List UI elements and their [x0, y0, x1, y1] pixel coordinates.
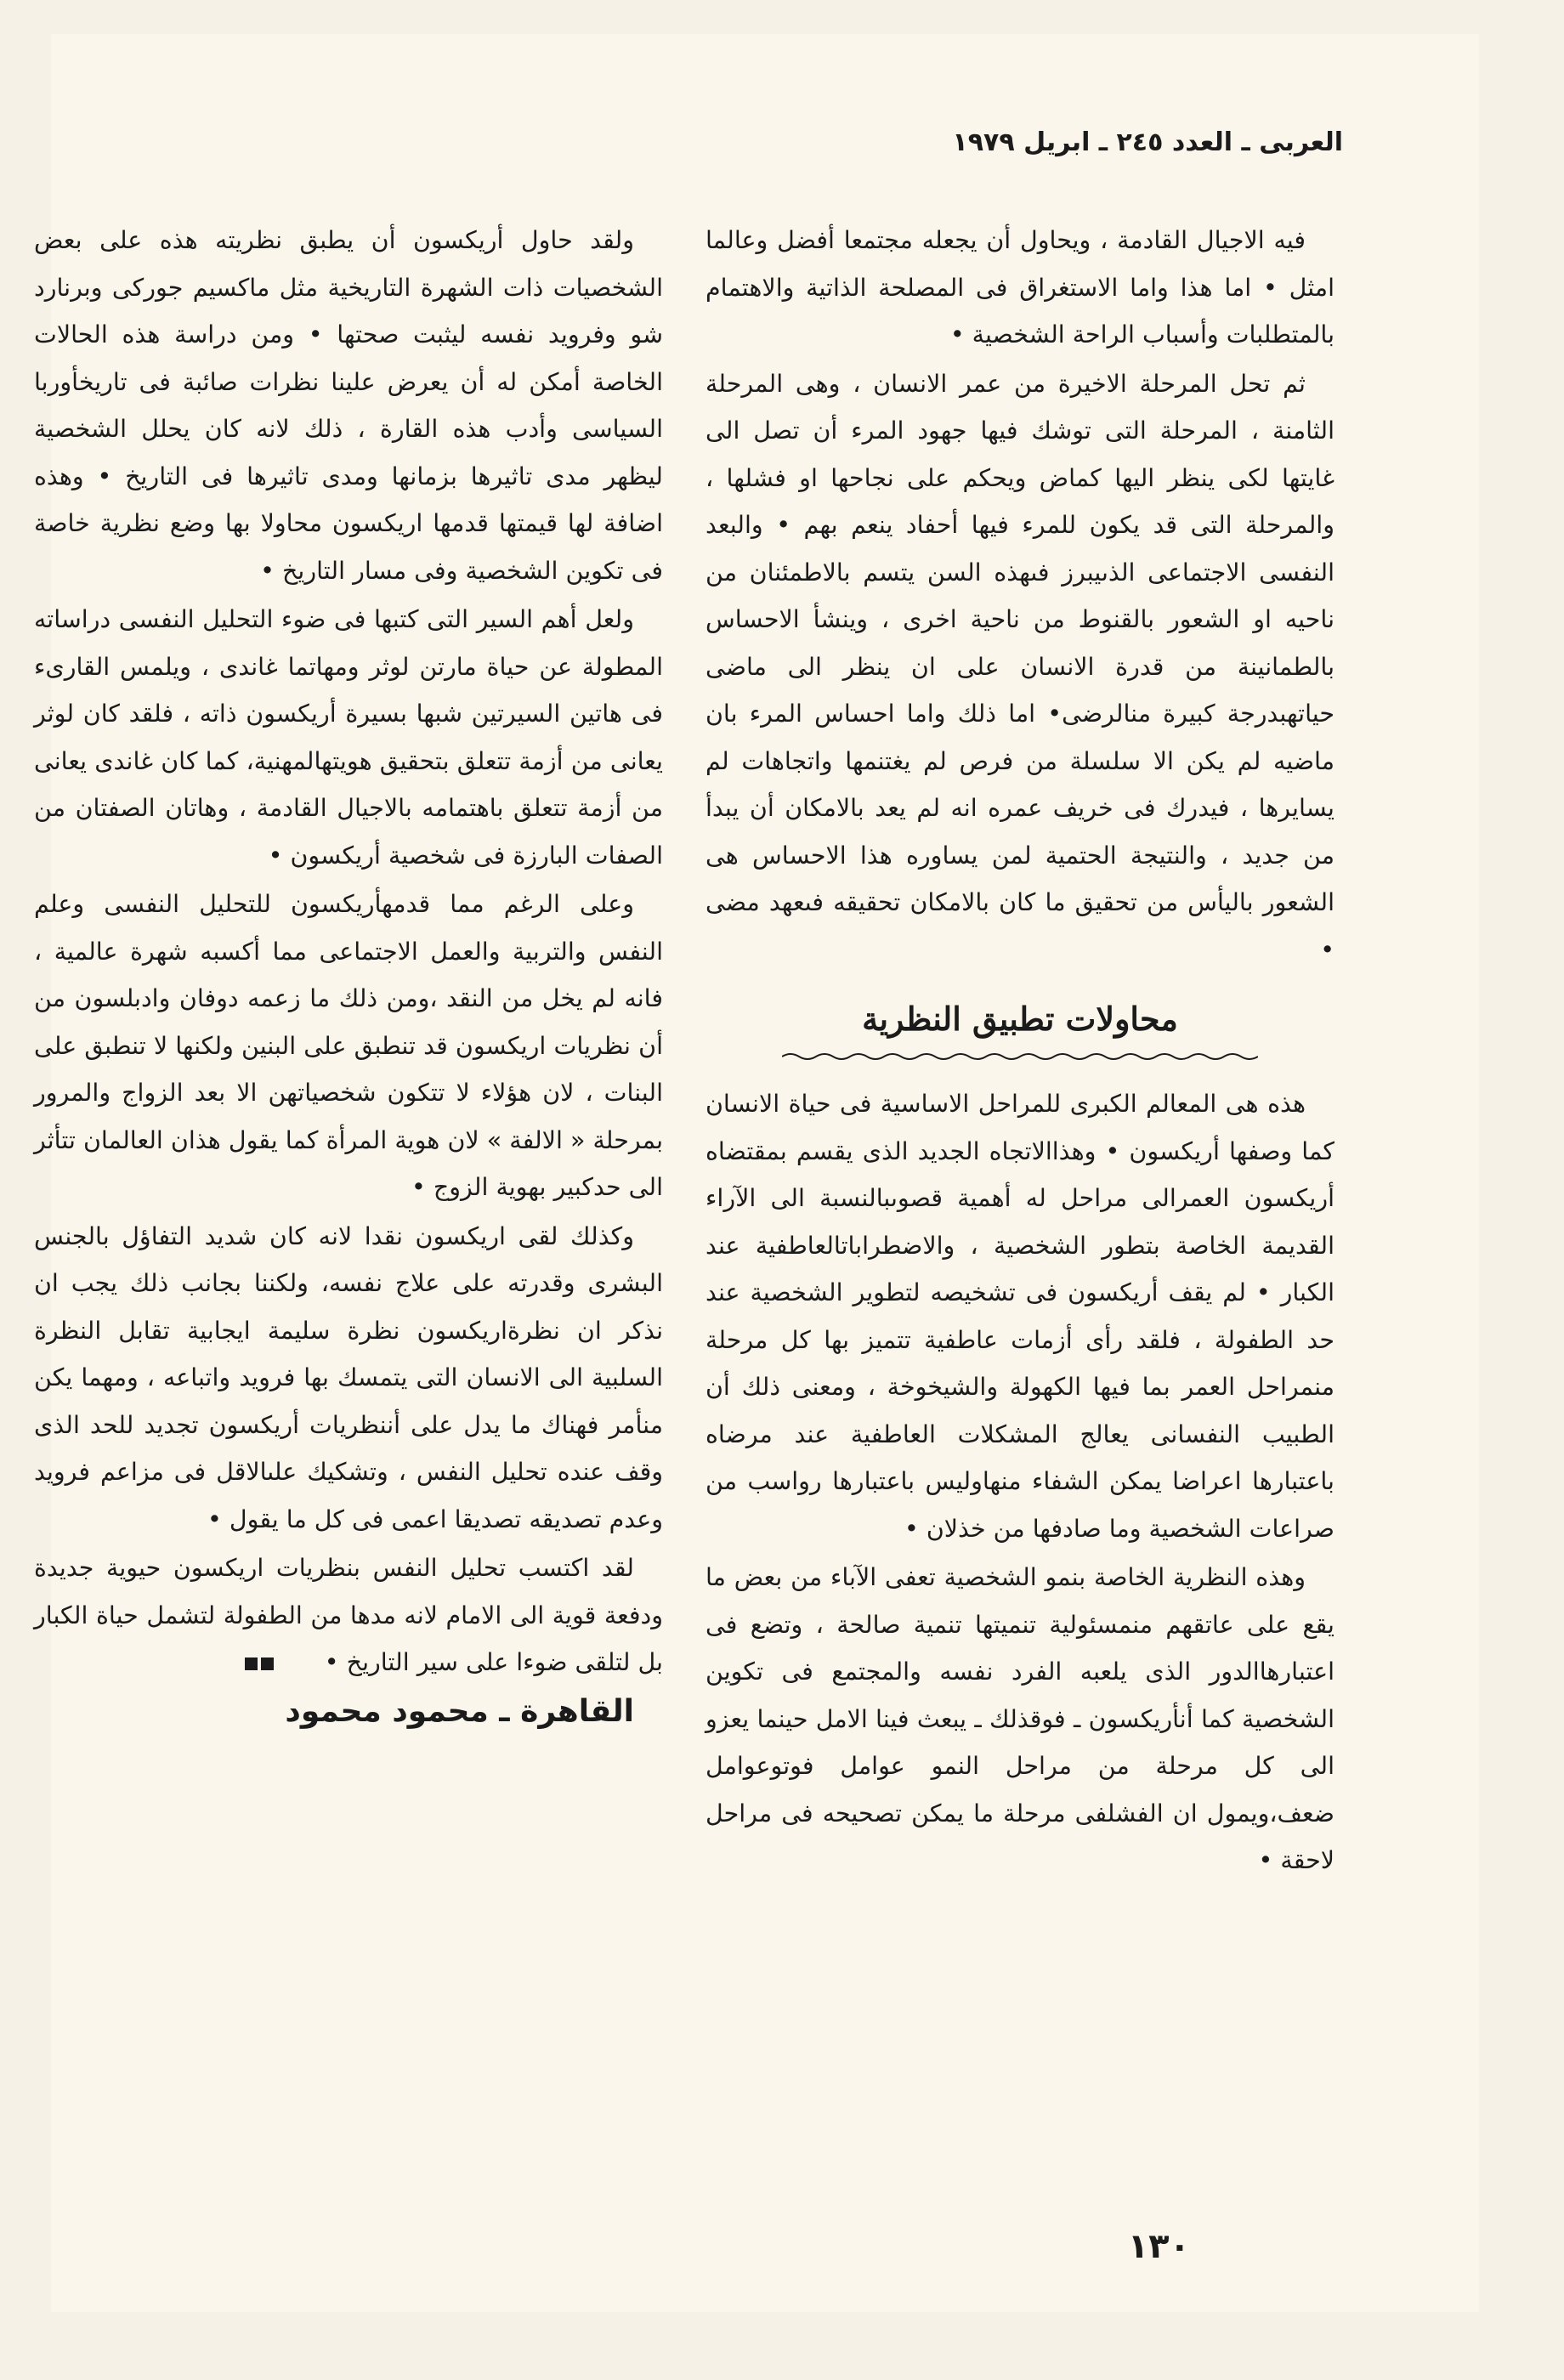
paragraph: ولقد حاول أريكسون أن يطبق نظريته هذه على بعض الشخصيات ذات الشهرة التاريخية مثل ماكسيم جوركى وبرنارد شو وفرويد نفسه ليثبت صحتها • ومن دراسة هذه الحالات الخاصة أمكن له أن يعرض علينا نظرات صائبة فى تاريخأوربا السياسى وأدب هذه القارة ، ذلك لانه كان يحلل الشخصية ليظهر مدى تاثيرها بزمانها ومدى تاثيرها فى التاريخ • وهذه اضافة لها قيمتها قدمها اريكسون محاولا بها وضع نظرية خاصة فى تكوين الشخصية وفى مسار التاريخ • [34, 226, 663, 585]
paragraph-text: لقد اكتسب تحليل النفس بنظريات اريكسون حيوية جديدة ودفعة قوية الى الامام لانه مدها من الطفولة لتشمل حياة الكبار بل لتلقى ضوءا على سير التاريخ • [34, 1554, 663, 1676]
paragraph: وكذلك لقى اريكسون نقدا لانه كان شديد التفاؤل بالجنس البشرى وقدرته على علاج نفسه، ولكننا بجانب ذلك يجب ان نذكر ان نظرةاريكسون نظرة سليمة ايجابية تقابل النظرة السلبية الى الانسان التى يتمسك بها فرويد واتباعه ، ومهما يكن منأمر فهناك ما يدل على أننظريات أريكسون تجديد للحد الذى وقف عنده تحليل النفس ، وتشكيك علىالاقل فى مزاعم فرويد وعدم تصديقه تصديقا اعمى فى كل ما يقول • [34, 1221, 663, 1533]
right-column [706, 217, 1334, 1886]
square-icon [261, 1658, 274, 1670]
paragraph: فيه الاجيال القادمة ، ويحاول أن يجعله مجتمعا أفضل وعالما امثل • اما هذا واما الاستغراق فى المصلحة الذاتية والاهتمام بالمتطلبات وأسباب الراحة الشخصية • [706, 226, 1334, 348]
paragraph: وعلى الرغم مما قدمهأريكسون للتحليل النفسى وعلم النفس والتربية والعمل الاجتماعى مما أكسبه شهرة عالمية ، فانه لم يخل من النقد ،ومن ذلك ما زعمه دوفان وادبلسون من أن نظريات اريكسون قد تنطبق على البنين ولكنها لا تنطبق على البنات ، لان هؤلاء لا تتكون شخصياتهن الا بعد الزواج والمرور بمرحلة « الالفة » لان هوية المرأة كما يقول هذان العالمان تتأثر الى حدكبير بهوية الزوج • [34, 890, 663, 1201]
magazine-page [34, 34, 1479, 2312]
running-header: العربى ـ العدد ٢٤٥ ـ ابريل ١٩٧٩ [952, 128, 1343, 157]
paragraph: وهذه النظرية الخاصة بنمو الشخصية تعفى الآباء من بعض ما يقع على عاتقهم منمسئولية تنميتها تنمية صالحة ، وتضع فى اعتبارهاالدور الذى يلعبه الفرد نفسه والمجتمع فى تكوين الشخصية كما أنأريكسون ـ فوقذلك ـ يبعث فينا الامل حينما يعزو الى كل مرحلة من مراحل النمو عوامل فوتوعوامل ضعف،ويمول ان الفشلفى مرحلة ما يمكن تصحيحه فى مراحل لاحقة • [706, 1563, 1334, 1874]
page-number: ١٣٠ [1127, 2227, 1190, 2266]
left-column [34, 217, 663, 1737]
end-of-article-mark [245, 1639, 306, 1686]
final-paragraph [34, 1544, 663, 1686]
section-title: محاولات تطبيق النظرية [862, 1000, 1178, 1038]
square-icon [245, 1658, 258, 1670]
paragraph: ولعل أهم السير التى كتبها فى ضوء التحليل النفسى دراساته المطولة عن حياة مارتن لوثر ومهاتما غاندى ، ويلمس القارىء فى هاتين السيرتين شبها بسيرة أريكسون ذاته ، فلقد كان لوثر يعانى من أزمة تتعلق بتحقيق هويتهالمهنية، كما كان غاندى يعانى من أزمة تتعلق باهتمامه بالاجيال القادمة ، وهاتان الصفتان من الصفات البارزة فى شخصية أريكسون • [34, 605, 663, 870]
author-signature: القاهرة ـ محمود محمود [285, 1693, 634, 1729]
wavy-divider [782, 1050, 1258, 1063]
paragraph: ثم تحل المرحلة الاخيرة من عمر الانسان ، وهى المرحلة الثامنة ، المرحلة التى توشك فيها جهود المرء أن تصل الى غايتها لكى ينظر اليها كماض ويحكم على نجاحها او فشلها ، والمرحلة التى قد يكون للمرء فيها أحفاد ينعم بهم • والبعد النفسى الاجتماعى الذىيبرز فىهذه السن يتسم بالاطمئنان من ناحيه او الشعور بالقنوط من ناحية اخرى ، وينشأ الاحساس بالطمانينة من قدرة الانسان على ان ينظر الى ماضى حياتهبدرجة كبيرة منالرضى• اما ذلك واما احساس المرء بان ماضيه لم يكن الا سلسلة من فرص لم يغتنمها واتجاهات لم يسايرها ، فيدرك فى خريف عمره انه لم يعد بالامكان أن يبدأ من جديد ، والنتيجة الحتمية لمن يساوره هذا الاحساس هى الشعور باليأس من تحقيق ما كان بالامكان تحقيقه فىعهد مضى • [706, 369, 1334, 964]
paragraph: هذه هى المعالم الكبرى للمراحل الاساسية فى حياة الانسان كما وصفها أريكسون • وهذاالاتجاه الجديد الذى يقسم بمقتضاه أريكسون العمرالى مراحل له أهمية قصوىبالنسبة الى الآراء القديمة الخاصة بتطور الشخصية ، والاضطراباتالعاطفية عند الكبار • لم يقف أريكسون فى تشخيصه لتطوير الشخصية عند حد الطفولة ، فلقد رأى أزمات عاطفية تتميز بها كل مرحلة منمراحل العمر بما فيها الكهولة والشيخوخة ، ومعنى ذلك أن الطبيب النفسانى يعالج المشكلات العاطفية عند مرضاه باعتبارها اعراضا يمكن الشفاء منهاوليس باعتبارها رواسب من صراعات الشخصية وما صادفها من خذلان • [706, 1090, 1334, 1543]
